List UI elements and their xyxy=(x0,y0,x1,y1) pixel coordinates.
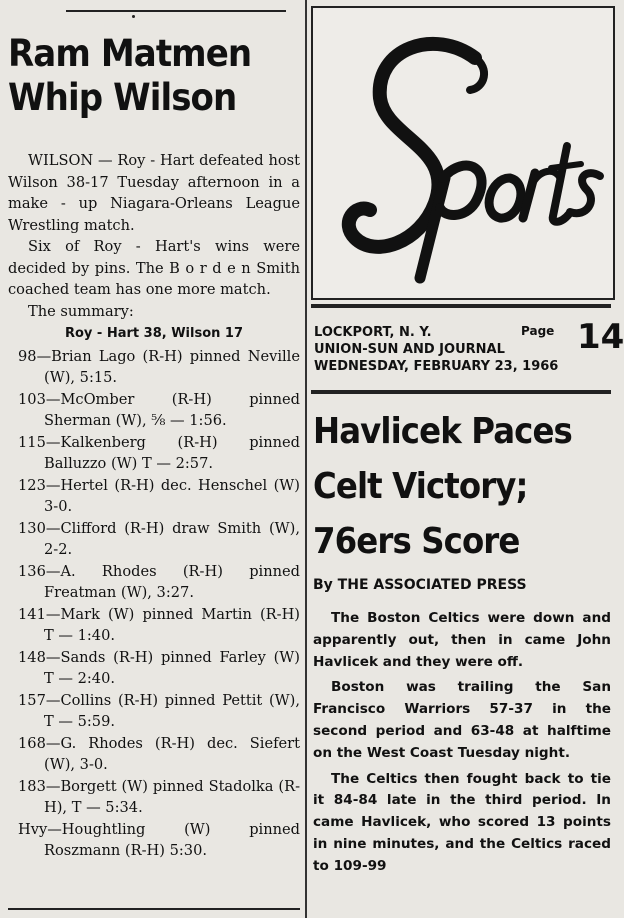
byline: By THE ASSOCIATED PRESS xyxy=(313,577,527,593)
wrestling-headline-line2: Whip Wilson xyxy=(8,76,237,119)
page-number: 14 xyxy=(577,317,624,357)
dateline-city: LOCKPORT, N. Y. xyxy=(314,325,432,340)
bout-result: 115—Kalkenberg (R-H) pinned Balluzzo (W) T — 2:57. xyxy=(18,433,300,472)
bout-result: 157—Collins (R-H) pinned Pettit (W), T — 5:59. xyxy=(18,691,300,730)
story-paragraph: The summary: xyxy=(28,302,134,320)
top-rule-dot xyxy=(132,15,135,18)
dateline-paper: UNION-SUN AND JOURNAL xyxy=(314,342,505,357)
wrestling-article xyxy=(0,0,303,918)
summary-title: Roy - Hart 38, Wilson 17 xyxy=(64,326,243,341)
page-label: Page xyxy=(521,324,555,338)
bout-result: 183—Borgett (W) pinned Stadolka (R-H), T — 5:34. xyxy=(18,777,300,816)
bout-result: 98—Brian Lago (R-H) pinned Neville (W), 5:15. xyxy=(18,347,300,386)
basketball-story-body xyxy=(313,608,611,882)
column-divider xyxy=(305,0,307,918)
top-rule xyxy=(66,10,286,12)
dateline-box xyxy=(311,304,624,394)
bout-result: 148—Sands (R-H) pinned Farley (W) T — 2:40. xyxy=(18,648,300,687)
sports-logo xyxy=(325,28,605,288)
basketball-headline xyxy=(313,404,583,569)
bout-result: 168—G. Rhodes (R-H) dec. Siefert (W), 3-0. xyxy=(18,734,300,773)
bout-result: 103—McOmber (R-H) pinned Sherman (W), ⅝ — 1:56. xyxy=(18,390,300,429)
story-paragraph: WILSON — Roy - Hart defeated host Wilson 38-17 Tuesday afternoon in a make - up Niagara-Orleans League Wrestling match. xyxy=(8,152,300,234)
bout-result: 141—Mark (W) pinned Martin (R-H) T — 1:40. xyxy=(18,605,300,644)
bout-result: 130—Clifford (R-H) draw Smith (W), 2-2. xyxy=(18,519,300,558)
basketball-headline-line1: Havlicek Paces xyxy=(313,411,572,452)
story-paragraph: Boston was trailing the San Francisco Warriors 57-37 in the second period and 63-48 at halftime on the West Coast Tuesday night. xyxy=(313,679,611,761)
bout-result: Hvy—Houghtling (W) pinned Roszmann (R-H) 5:30. xyxy=(18,820,300,859)
basketball-headline-line3: 76ers Score xyxy=(313,521,520,562)
story-paragraph: The Boston Celtics were down and apparently out, then in came John Havlicek and they were off. xyxy=(313,610,611,670)
bout-result: 136—A. Rhodes (R-H) pinned Freatman (W), 3:27. xyxy=(18,562,300,601)
story-paragraph: Six of Roy - Hart's wins were decided by pins. The B o r d e n Smith coached team has one more match. xyxy=(8,238,300,298)
sports-column xyxy=(309,0,624,918)
wrestling-headline-line1: Ram Matmen xyxy=(8,32,252,75)
bout-result: 123—Hertel (R-H) dec. Henschel (W) 3-0. xyxy=(18,476,300,515)
sports-masthead-box xyxy=(311,6,615,300)
basketball-headline-line2: Celt Victory; xyxy=(313,466,528,507)
story-paragraph: The Celtics then fought back to tie it 84-84 late in the third period. In came Havlicek, who scored 13 points in nine minutes, and the Celtics raced to 109-99 xyxy=(313,770,611,874)
dateline-date: WEDNESDAY, FEBRUARY 23, 1966 xyxy=(314,359,559,374)
wrestling-story-body xyxy=(8,150,300,862)
bottom-rule xyxy=(8,908,300,910)
wrestling-headline xyxy=(8,32,277,120)
